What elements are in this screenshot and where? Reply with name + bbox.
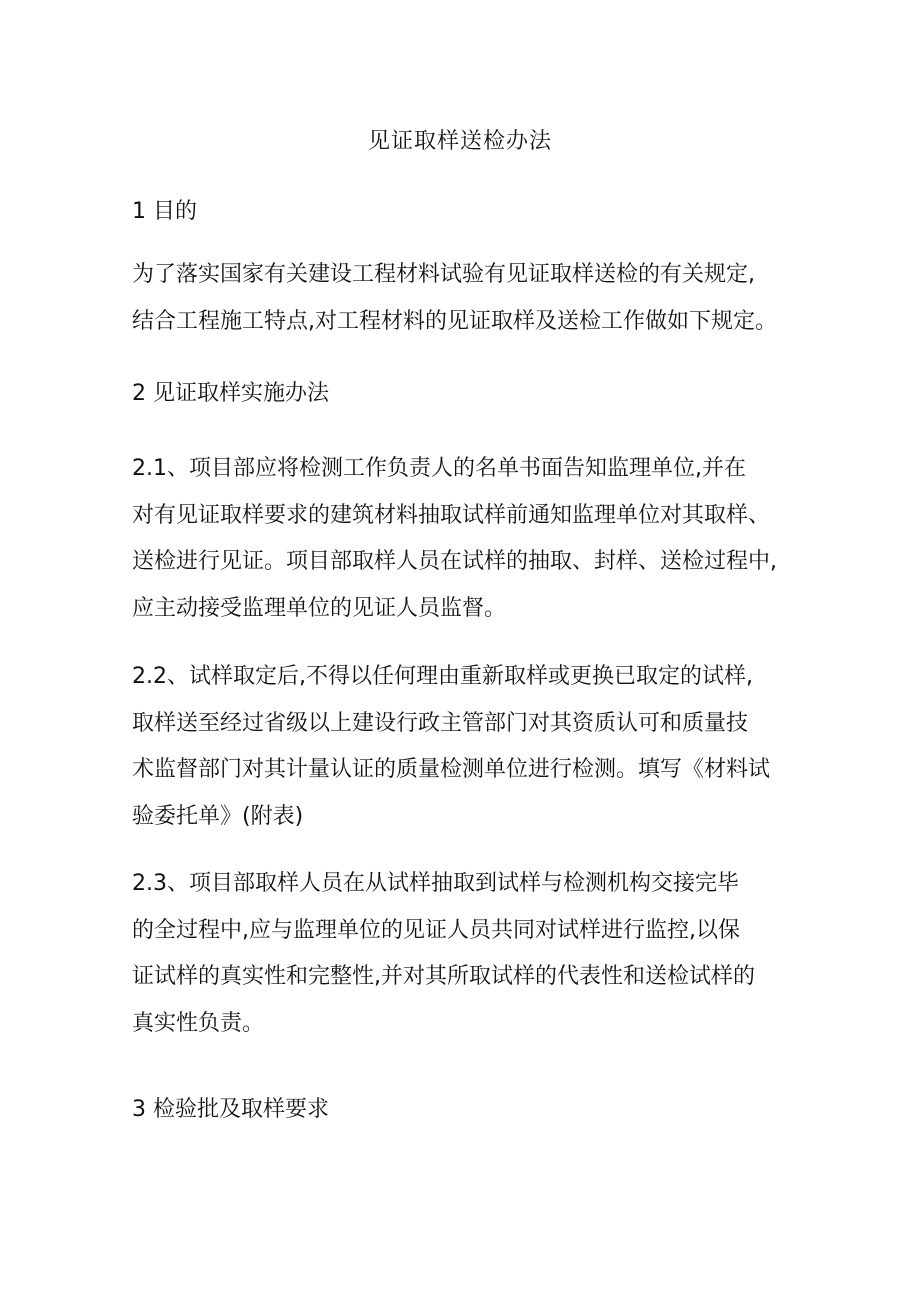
section-1-heading: 1 目的	[132, 199, 197, 224]
paragraph-2-3	[132, 866, 802, 1052]
paragraph-line: 取样送至经过省级以上建设行政主管部门对其资质认可和质量技	[132, 710, 749, 736]
paragraph-line: 术监督部门对其计量认证的质量检测单位进行检测。填写《材料试	[132, 757, 771, 782]
paragraph-line: 2.2、试样取定后,不得以任何理由重新取样或更换已取定的试样,	[132, 664, 753, 689]
paragraph-line: 送检进行见证。项目部取样人员在试样的抽取、封样、送检过程中,	[132, 549, 777, 574]
paragraph-line: 真实性负责。	[132, 1010, 265, 1036]
paragraph-line: 应主动接受监理单位的见证人员监督。	[132, 595, 507, 621]
paragraph-line: 为了落实国家有关建设工程材料试验有见证取样送检的有关规定,	[132, 262, 755, 287]
paragraph-line: 2.1、项目部应将检测工作负责人的名单书面告知监理单位,并在	[132, 456, 746, 481]
paragraph-line: 结合工程施工特点,对工程材料的见证取样及送检工作做如下规定。	[132, 308, 777, 334]
paragraph-2-2	[132, 659, 802, 845]
section-3-heading: 3 检验批及取样要求	[132, 1097, 329, 1122]
document-title: 见证取样送检办法	[367, 129, 552, 154]
paragraph-line: 对有见证取样要求的建筑材料抽取试样前通知监理单位对其取样、	[132, 502, 771, 528]
paragraph-line: 的全过程中,应与监理单位的见证人员共同对试样进行监控,以保	[132, 917, 740, 943]
paragraph-line: 2.3、项目部取样人员在从试样抽取到试样与检测机构交接完毕	[132, 871, 739, 896]
paragraph-line: 证试样的真实性和完整性,并对其所取试样的代表性和送检试样的	[132, 964, 755, 989]
section-1-paragraph	[132, 257, 802, 350]
section-2-heading: 2 见证取样实施办法	[132, 381, 329, 406]
paragraph-line: 验委托单》(附表)	[132, 803, 304, 829]
paragraph-2-1	[132, 451, 802, 637]
